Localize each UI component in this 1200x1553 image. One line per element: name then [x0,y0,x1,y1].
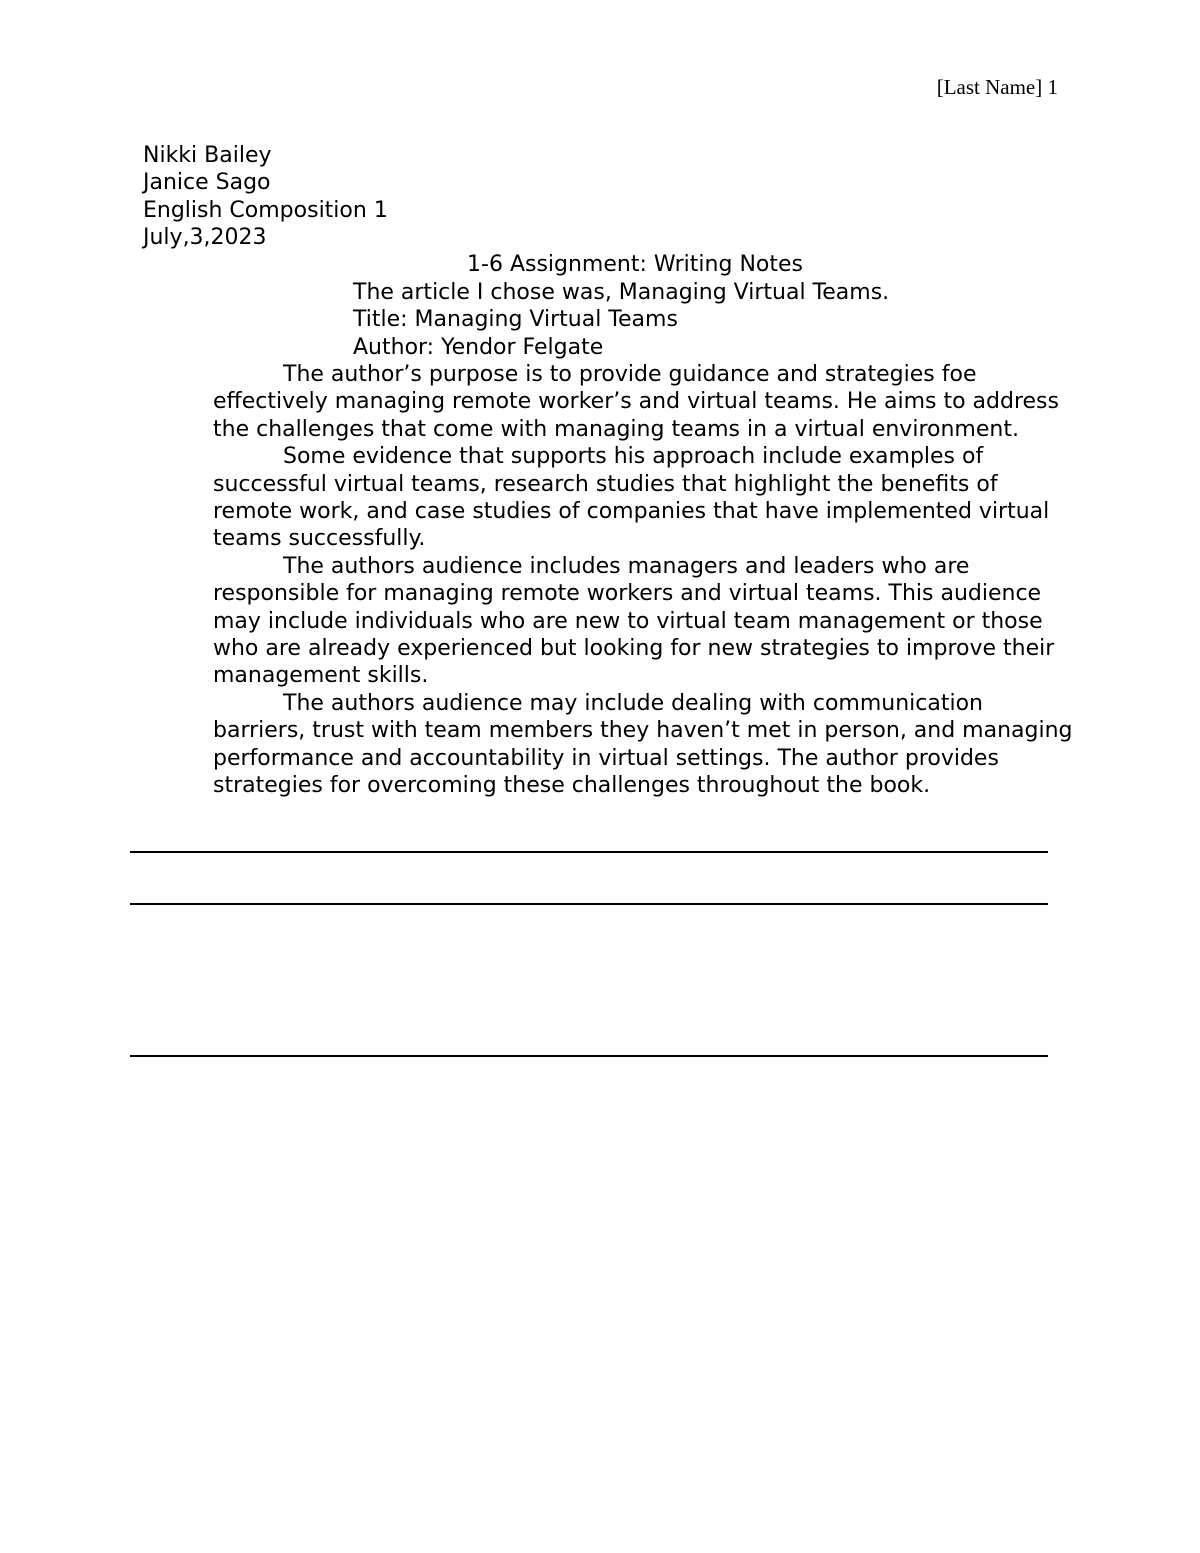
article-chosen: The article I chose was, Managing Virtual Teams. [353,280,890,305]
student-name: Nikki Bailey [143,143,272,168]
paragraph-evidence: Some evidence that supports his approach include examples of successful virtual teams, research studies that highlight the benefits of remote work, and case studies of companies that have implemented virtual teams successfully. [213,444,1050,552]
horizontal-rule [130,903,1048,905]
instructor-name: Janice Sago [143,170,271,196]
horizontal-rule [130,1055,1048,1057]
paragraph-challenges: The authors audience may include dealing with communication barriers, trust with team members they haven’t met in person, and managing performance and accountability in virtual settings. The author provides strategies for overcoming these challenges throughout the book. [213,690,1073,799]
running-head: [Last Name] 1 [936,75,1058,99]
course-name: English Composition 1 [143,197,388,223]
document-title: 1-6 Assignment: Writing Notes [467,252,803,277]
body-paragraphs [213,361,1073,800]
paragraph-purpose: The author’s purpose is to provide guidance and strategies foe effectively managing remote worker’s and virtual teams. He aims to address the challenges that come with managing teams in a virtual environment. [213,362,1059,442]
assignment-date: July,3,2023 [143,225,267,251]
mla-heading [143,142,388,252]
article-title: Title: Managing Virtual Teams [353,307,678,332]
horizontal-rule [130,851,1048,853]
article-author: Author: Yendor Felgate [353,335,604,360]
paragraph-audience: The authors audience includes managers and leaders who are responsible for managing remote workers and virtual teams. This audience may include individuals who are new to virtual team management or those who are already experienced but looking for new strategies to improve their management skills. [213,553,1055,689]
